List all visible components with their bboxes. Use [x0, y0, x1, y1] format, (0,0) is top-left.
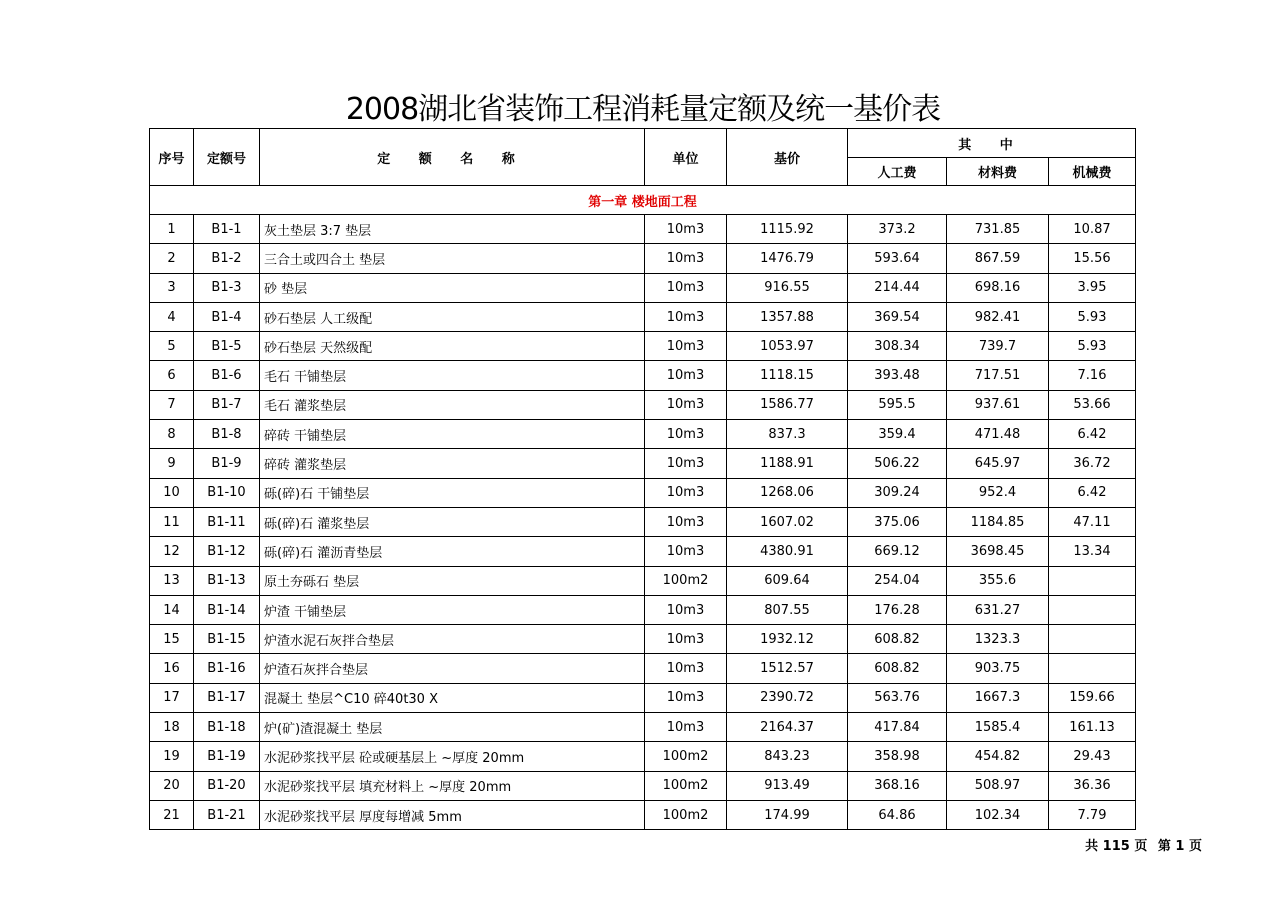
- row-unit: 100m2: [645, 742, 727, 771]
- row-base-price: 1512.57: [727, 654, 848, 683]
- row-unit: 10m3: [645, 390, 727, 419]
- row-name: 砾(碎)石 干铺垫层: [260, 478, 645, 507]
- row-seq: 7: [150, 390, 194, 419]
- row-machine: 53.66: [1049, 390, 1136, 419]
- page-title: 2008湖北省装饰工程消耗量定额及统一基价表: [345, 92, 941, 127]
- row-code: B1-19: [194, 742, 260, 771]
- row-seq: 4: [150, 302, 194, 331]
- row-base-price: 609.64: [727, 566, 848, 595]
- row-labor: 254.04: [848, 566, 947, 595]
- row-machine: [1049, 566, 1136, 595]
- row-seq: 13: [150, 566, 194, 595]
- header-seq: 序号: [150, 129, 194, 186]
- table-row: [150, 420, 1136, 449]
- row-seq: 17: [150, 683, 194, 712]
- row-labor: 369.54: [848, 302, 947, 331]
- row-machine: 159.66: [1049, 683, 1136, 712]
- row-name: 混凝土 垫层^C10 碎40t30 X: [260, 683, 645, 712]
- row-material: 631.27: [947, 595, 1049, 624]
- row-material: 1323.3: [947, 625, 1049, 654]
- row-base-price: 843.23: [727, 742, 848, 771]
- row-code: B1-14: [194, 595, 260, 624]
- row-name: 炉渣 干铺垫层: [260, 595, 645, 624]
- row-seq: 11: [150, 507, 194, 536]
- table-row: [150, 449, 1136, 478]
- row-name: 砂石垫层 天然级配: [260, 332, 645, 361]
- row-unit: 10m3: [645, 478, 727, 507]
- row-name: 水泥砂浆找平层 填充材料上 ~厚度 20mm: [260, 771, 645, 800]
- total-pages: 共 115 页: [1085, 839, 1148, 854]
- row-machine: [1049, 595, 1136, 624]
- row-unit: 10m3: [645, 244, 727, 273]
- table-row: [150, 595, 1136, 624]
- row-material: 1667.3: [947, 683, 1049, 712]
- row-unit: 10m3: [645, 420, 727, 449]
- row-labor: 309.24: [848, 478, 947, 507]
- row-name: 砾(碎)石 灌沥青垫层: [260, 537, 645, 566]
- row-seq: 19: [150, 742, 194, 771]
- row-unit: 10m3: [645, 332, 727, 361]
- row-name: 砂 垫层: [260, 273, 645, 302]
- row-labor: 393.48: [848, 361, 947, 390]
- row-material: 645.97: [947, 449, 1049, 478]
- header-base-price: 基价: [727, 129, 848, 186]
- row-labor: 373.2: [848, 215, 947, 244]
- table-row: [150, 683, 1136, 712]
- row-labor: 669.12: [848, 537, 947, 566]
- row-unit: 100m2: [645, 566, 727, 595]
- row-labor: 593.64: [848, 244, 947, 273]
- row-machine: 29.43: [1049, 742, 1136, 771]
- row-name: 原土夯砾石 垫层: [260, 566, 645, 595]
- row-machine: 13.34: [1049, 537, 1136, 566]
- row-name: 三合土或四合土 垫层: [260, 244, 645, 273]
- row-unit: 10m3: [645, 302, 727, 331]
- current-page: 第 1 页: [1157, 839, 1202, 854]
- row-seq: 20: [150, 771, 194, 800]
- row-labor: 308.34: [848, 332, 947, 361]
- row-labor: 176.28: [848, 595, 947, 624]
- row-seq: 5: [150, 332, 194, 361]
- row-base-price: 1586.77: [727, 390, 848, 419]
- row-seq: 6: [150, 361, 194, 390]
- table-row: [150, 273, 1136, 302]
- row-material: 903.75: [947, 654, 1049, 683]
- row-material: 102.34: [947, 800, 1049, 829]
- row-base-price: 1607.02: [727, 507, 848, 536]
- row-name: 毛石 灌浆垫层: [260, 390, 645, 419]
- row-code: B1-7: [194, 390, 260, 419]
- row-base-price: 1932.12: [727, 625, 848, 654]
- row-seq: 2: [150, 244, 194, 273]
- row-base-price: 2164.37: [727, 713, 848, 742]
- row-code: B1-3: [194, 273, 260, 302]
- row-name: 炉渣水泥石灰拌合垫层: [260, 625, 645, 654]
- table-row: [150, 742, 1136, 771]
- row-code: B1-9: [194, 449, 260, 478]
- table-row: [150, 800, 1136, 829]
- header-unit: 单位: [645, 129, 727, 186]
- row-code: B1-6: [194, 361, 260, 390]
- row-base-price: 1476.79: [727, 244, 848, 273]
- row-seq: 16: [150, 654, 194, 683]
- row-unit: 10m3: [645, 654, 727, 683]
- table-row: [150, 507, 1136, 536]
- row-unit: 100m2: [645, 800, 727, 829]
- row-labor: 368.16: [848, 771, 947, 800]
- row-material: 937.61: [947, 390, 1049, 419]
- row-material: 717.51: [947, 361, 1049, 390]
- row-seq: 12: [150, 537, 194, 566]
- row-material: 454.82: [947, 742, 1049, 771]
- row-unit: 10m3: [645, 713, 727, 742]
- row-unit: 10m3: [645, 595, 727, 624]
- row-name: 碎砖 灌浆垫层: [260, 449, 645, 478]
- table-row: [150, 361, 1136, 390]
- row-name: 灰土垫层 3:7 垫层: [260, 215, 645, 244]
- row-seq: 18: [150, 713, 194, 742]
- row-machine: 7.79: [1049, 800, 1136, 829]
- table-row: [150, 478, 1136, 507]
- row-labor: 358.98: [848, 742, 947, 771]
- row-unit: 10m3: [645, 507, 727, 536]
- row-material: 867.59: [947, 244, 1049, 273]
- row-name: 毛石 干铺垫层: [260, 361, 645, 390]
- row-machine: 15.56: [1049, 244, 1136, 273]
- row-unit: 10m3: [645, 625, 727, 654]
- row-name: 炉(矿)渣混凝土 垫层: [260, 713, 645, 742]
- row-base-price: 174.99: [727, 800, 848, 829]
- row-unit: 10m3: [645, 683, 727, 712]
- row-code: B1-17: [194, 683, 260, 712]
- row-labor: 375.06: [848, 507, 947, 536]
- row-base-price: 916.55: [727, 273, 848, 302]
- row-name: 砾(碎)石 灌浆垫层: [260, 507, 645, 536]
- row-name: 砂石垫层 人工级配: [260, 302, 645, 331]
- row-code: B1-18: [194, 713, 260, 742]
- row-unit: 10m3: [645, 361, 727, 390]
- row-unit: 100m2: [645, 771, 727, 800]
- row-machine: [1049, 654, 1136, 683]
- row-code: B1-15: [194, 625, 260, 654]
- row-unit: 10m3: [645, 537, 727, 566]
- row-seq: 15: [150, 625, 194, 654]
- table-row: [150, 713, 1136, 742]
- row-labor: 595.5: [848, 390, 947, 419]
- header-code: 定额号: [194, 129, 260, 186]
- row-material: 698.16: [947, 273, 1049, 302]
- table-row: [150, 771, 1136, 800]
- row-code: B1-2: [194, 244, 260, 273]
- row-material: 508.97: [947, 771, 1049, 800]
- row-material: 355.6: [947, 566, 1049, 595]
- row-base-price: 1053.97: [727, 332, 848, 361]
- row-material: 3698.45: [947, 537, 1049, 566]
- table-row: [150, 537, 1136, 566]
- row-seq: 1: [150, 215, 194, 244]
- row-base-price: 4380.91: [727, 537, 848, 566]
- row-labor: 417.84: [848, 713, 947, 742]
- row-labor: 563.76: [848, 683, 947, 712]
- header-machine: 机械费: [1049, 158, 1136, 186]
- chapter-heading: 第一章 楼地面工程: [150, 186, 1136, 215]
- row-labor: 214.44: [848, 273, 947, 302]
- row-code: B1-20: [194, 771, 260, 800]
- table-row: [150, 390, 1136, 419]
- quota-table: [149, 128, 1136, 830]
- row-name: 水泥砂浆找平层 砼或硬基层上 ~厚度 20mm: [260, 742, 645, 771]
- row-material: 952.4: [947, 478, 1049, 507]
- row-seq: 3: [150, 273, 194, 302]
- row-material: 731.85: [947, 215, 1049, 244]
- row-material: 982.41: [947, 302, 1049, 331]
- row-code: B1-8: [194, 420, 260, 449]
- row-base-price: 837.3: [727, 420, 848, 449]
- row-material: 471.48: [947, 420, 1049, 449]
- row-code: B1-4: [194, 302, 260, 331]
- row-code: B1-10: [194, 478, 260, 507]
- row-machine: 10.87: [1049, 215, 1136, 244]
- row-base-price: 807.55: [727, 595, 848, 624]
- row-base-price: 2390.72: [727, 683, 848, 712]
- row-machine: 47.11: [1049, 507, 1136, 536]
- row-base-price: 1115.92: [727, 215, 848, 244]
- row-seq: 10: [150, 478, 194, 507]
- row-material: 1184.85: [947, 507, 1049, 536]
- header-material: 材料费: [947, 158, 1049, 186]
- row-machine: [1049, 625, 1136, 654]
- row-seq: 14: [150, 595, 194, 624]
- row-machine: 7.16: [1049, 361, 1136, 390]
- row-machine: 36.72: [1049, 449, 1136, 478]
- row-machine: 36.36: [1049, 771, 1136, 800]
- row-code: B1-16: [194, 654, 260, 683]
- row-seq: 21: [150, 800, 194, 829]
- row-base-price: 1118.15: [727, 361, 848, 390]
- row-code: B1-21: [194, 800, 260, 829]
- row-machine: 161.13: [1049, 713, 1136, 742]
- row-labor: 608.82: [848, 654, 947, 683]
- row-base-price: 1357.88: [727, 302, 848, 331]
- row-labor: 64.86: [848, 800, 947, 829]
- row-unit: 10m3: [645, 215, 727, 244]
- row-base-price: 1188.91: [727, 449, 848, 478]
- row-machine: 6.42: [1049, 478, 1136, 507]
- row-code: B1-5: [194, 332, 260, 361]
- table-row: [150, 302, 1136, 331]
- row-material: 1585.4: [947, 713, 1049, 742]
- header-of-which: 其 中: [848, 129, 1136, 158]
- row-machine: 3.95: [1049, 273, 1136, 302]
- row-code: B1-13: [194, 566, 260, 595]
- row-seq: 9: [150, 449, 194, 478]
- row-code: B1-11: [194, 507, 260, 536]
- header-labor: 人工费: [848, 158, 947, 186]
- row-name: 炉渣石灰拌合垫层: [260, 654, 645, 683]
- table-row: [150, 654, 1136, 683]
- row-base-price: 913.49: [727, 771, 848, 800]
- header-name: 定 额 名 称: [260, 129, 645, 186]
- table-row: [150, 215, 1136, 244]
- row-labor: 359.4: [848, 420, 947, 449]
- row-machine: 5.93: [1049, 302, 1136, 331]
- row-material: 739.7: [947, 332, 1049, 361]
- row-code: B1-12: [194, 537, 260, 566]
- row-seq: 8: [150, 420, 194, 449]
- row-code: B1-1: [194, 215, 260, 244]
- table-row: [150, 625, 1136, 654]
- page-footer: [1079, 835, 1202, 854]
- row-unit: 10m3: [645, 449, 727, 478]
- row-name: 水泥砂浆找平层 厚度每增减 5mm: [260, 800, 645, 829]
- row-labor: 506.22: [848, 449, 947, 478]
- table-row: [150, 332, 1136, 361]
- table-row: [150, 244, 1136, 273]
- row-name: 碎砖 干铺垫层: [260, 420, 645, 449]
- row-machine: 5.93: [1049, 332, 1136, 361]
- table-row: [150, 566, 1136, 595]
- row-unit: 10m3: [645, 273, 727, 302]
- row-labor: 608.82: [848, 625, 947, 654]
- row-base-price: 1268.06: [727, 478, 848, 507]
- row-machine: 6.42: [1049, 420, 1136, 449]
